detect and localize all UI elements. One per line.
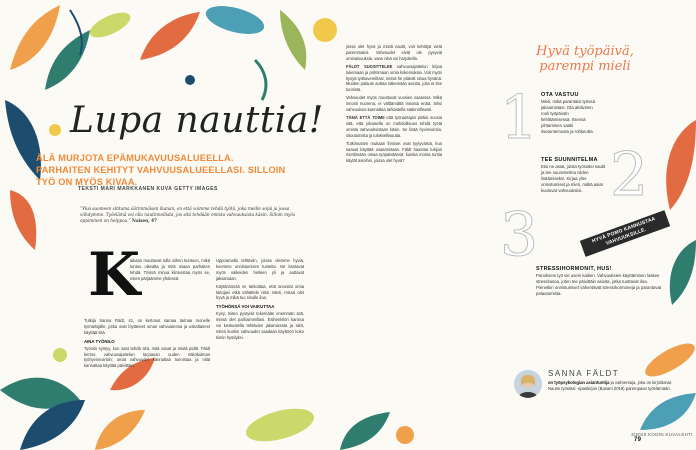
byline-image-label: KUVA <box>156 186 173 192</box>
body-paragraph <box>346 64 442 94</box>
tip-text: Mieti, mikä parantaisi työssä jaksamistasi. Ota aktiivinen rooli työpäivän kehittämisessä. Itsensä johtaminen vaatii itsetuntemusta ja rohkeutta. <box>541 99 595 134</box>
intro-quote-source: Naisen, 47 <box>132 218 157 223</box>
body-paragraph: Uppoamalla tehtäviin, joissa olemme hyviä, koemme onnistumisen tunteita. Ne kantavat myös vaikeiden hetkien yli ja auttavat jaksamaan. <box>216 258 304 281</box>
byline <box>78 186 218 192</box>
page-number: 79 <box>634 437 642 443</box>
callout-banner: HYVÄ POMO KANNUSTAA VAHVUUKSILLE. <box>580 210 670 257</box>
sidebar-title: Hyvä työpäivä, parempi mieli <box>536 44 634 74</box>
body-paragraph: Kysy, miten pystyisit tekemään enemmän sitä, missä olet parhaimmillasi. Esihenkilön kanssa voi keskustella tehtävien jakamisesta ja siitä, miten kunkin vahvuudet saadaan käyttöön koko tiimin hyödyksi. <box>216 311 304 340</box>
body-paragraph: Tutkimusten mukaan ihmiset ovat tyytyväisiä, kun saavat käyttää osaamistaan. Fäldt haastaa lukijan miettimään omaa työpäiväänsä: kuinka monta tuntia käytät asioihin, joissa olet hyvä? <box>346 140 442 164</box>
tip-2 <box>541 157 609 194</box>
intro-quote <box>80 206 302 224</box>
tip-1 <box>541 92 599 135</box>
article-headline: Lupa nauttia! <box>70 100 324 141</box>
body-paragraph <box>346 115 442 139</box>
section-heading: FÄLDT SUOSITTELEE <box>346 63 393 69</box>
byline-author: MARI MARKKANEN <box>100 186 155 192</box>
tip-number-3: 3 <box>500 200 539 270</box>
byline-text-label: TEKSTI <box>78 186 99 192</box>
author-bio-lead: on työpsykologian asiantuntija <box>548 380 610 385</box>
article-column-1 <box>130 258 210 284</box>
tip-heading: STRESSIHORMONIT, HUS! <box>536 266 612 272</box>
tip-number-1: 1 <box>500 83 539 153</box>
body-text: vahvuusajattelun kirjaa lukemaan ja pohtimaan omia kokemuksia. Voit myös kysyä työkavereiltasi, missä he pitävät sinua hyvänä. Muiden palaute auttaa näkemään asioita, joita et itse tunnista. <box>346 63 442 93</box>
author-photo <box>514 370 542 398</box>
article-kicker: ÄLÄ MURJOTA EPÄMUKAVUUSALUEELLA. PARHAITEN KEHITYT VAHVUUSALUEELLASI. SILLOIN TYÖ ON MYÖS KIVAA. <box>36 153 286 187</box>
section-heading: TÄMÄ ETTÄ TOIMII <box>346 114 385 120</box>
body-text: että työnantajan pitäisi suosia sitä, että jokaisella on mahdollisuus tehdä työtä omista vahvuuksistaan käsin. Se lisää hyvinvointia, sitoutumista ja tuloksellisuutta. <box>346 114 442 138</box>
body-paragraph: Käytännössä se tarkoittaa, että arvostat omia taitojasi etkä vähättele niitä. Mieti, missä olet hyvä ja mikä tuo sinulle iloa. <box>216 283 304 301</box>
tip-heading: TEE SUUNNITELMA <box>541 157 598 163</box>
tip-text: Panokseni työ vie usein kaiken. Vahvuuksien käyttäminen laskee stressitasoa, joten tee päivittäin asioita, jotka tuottavat iloa. Pienetkin onnistumiset vähentävät stressihormoneja ja parantavat palautumista. <box>536 273 662 296</box>
drop-cap: K <box>88 240 141 310</box>
botanical-illustration-bottom-center <box>240 380 420 450</box>
author-bio <box>548 380 672 392</box>
section-heading: TYÖHÖNSÄ VOI VAIKUTTAA <box>216 304 275 310</box>
body-paragraph: Työnilo syntyy, kun saat tehdä sitä, mitä osaat ja mistä pidät. Fäldt kertoo vahvuusajattelun tarjoavan uuden näkökulman työhyvinvointiin: omat vahvuudet kannattaa tunnistaa ja niitä kannattaa käyttää päivittäin. <box>84 345 210 369</box>
tip-heading: OTA VASTUU <box>541 92 579 98</box>
tip-number-2: 2 <box>610 140 649 210</box>
tip-text: Etsi ne asiat, joista työssäsi nautit ja tee suunnitelma niiden lisäämiseksi. Kirjaa ylös onnistumiset ja mieti, mitkä asiat kuuluvat vahvuuksiisi. <box>541 164 606 193</box>
article-column-1-lower <box>84 318 210 371</box>
body-paragraph: jossa olet hyvä ja mistä nautit, voit kehittyä vielä paremmaksi. Vahvuudet eivät ole pysyviä ominaisuuksia, vaan niitä voi harjoitella. <box>346 44 442 61</box>
byline-image-credit: GETTY IMAGES <box>174 186 218 192</box>
section-heading: AINA TYÖNILO <box>84 338 115 344</box>
body-paragraph: Vahvuudet myös muuttuvat vuosien saatossa. Mikä innosti nuorena, ei välttämättä innosta enää. Siksi vahvuuksia kannattaa tarkastella säännöllisesti. <box>346 95 442 113</box>
body-paragraph: aikaan muuttuvat tulla siihen kuntoon, mikä tuntuu oikealta ja mitä osaan parhaiten tehdä. Töissä minua kiinnostaa myös se, miten pärjäämme yhdessä. <box>130 258 210 281</box>
article-column-3 <box>346 44 442 166</box>
issue-label: 3/2020 KODIN KUVALEHTI <box>631 432 693 437</box>
article-column-2 <box>216 258 304 343</box>
author-name: SANNA FÄLDT <box>548 369 620 378</box>
body-paragraph: Tutkija Sanna Fäldt, 41, on kertonut samaa tarinaa monelle työntekijälle, jotka ovat löytäneet oman vahvuutensa ja uskaltaneet käyttää sitä. <box>84 318 210 335</box>
tip-3 <box>536 266 666 297</box>
author-bio-text: ja valmentaja, joka on kirjoittanut Nautin työstäsi -opaskirjan (Basam 2019) parempaan työelämään. <box>548 380 672 391</box>
page-footer <box>631 432 696 443</box>
intro-quote-text: ”Yksi suomeen sihtuma äärimmäisen ihanan, on että voimme tehdä työtä, joka meille sopii ja jossa viihdymme. Työelämä voi olla nautinnollista, jos sitä tehdään omista vahvuuksista käsin. Silloin myös oppiminen on helppoa.” <box>80 206 296 223</box>
author-portrait-icon <box>514 370 542 398</box>
